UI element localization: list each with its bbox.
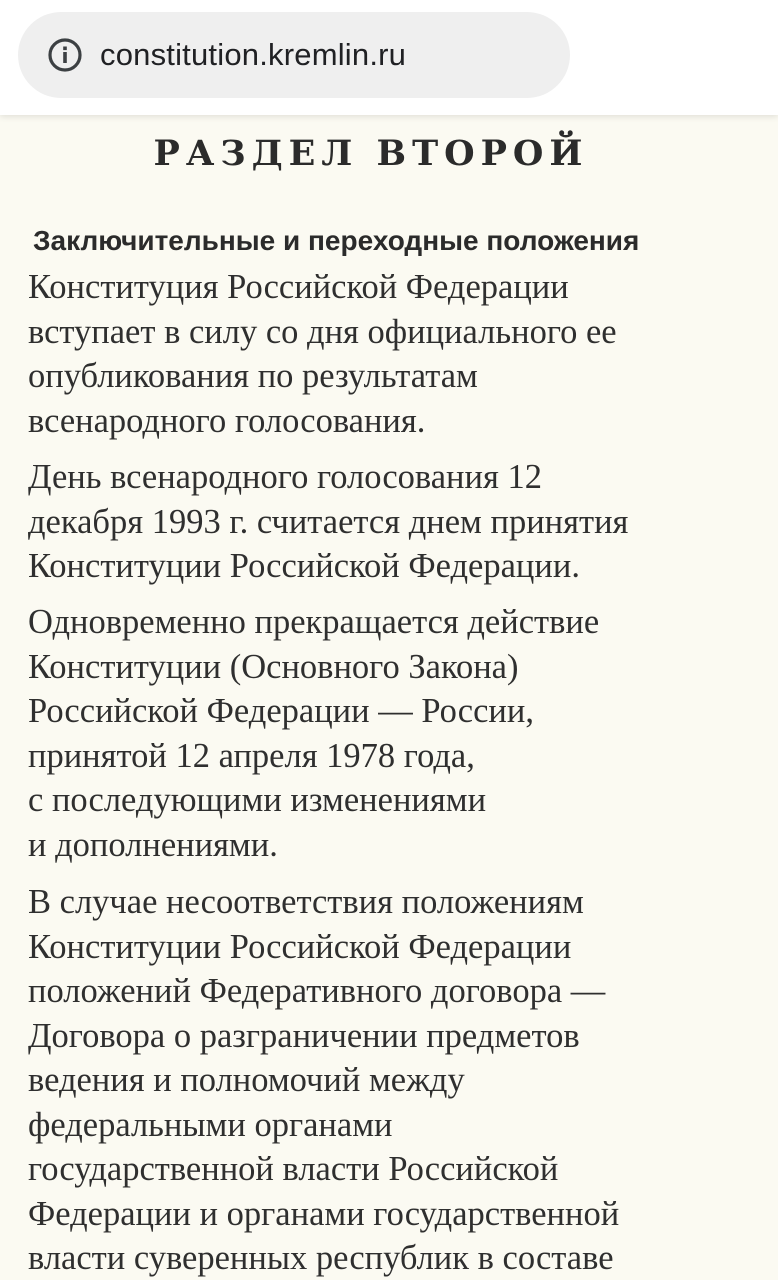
paragraph-2: [28, 455, 748, 589]
text-line: Российской Федерации — России,: [28, 692, 534, 730]
text-line: Договора о разграничении предметов: [28, 1016, 580, 1055]
text-line: Конституции (Основного Закона): [28, 647, 519, 686]
text-line: всенародного голосования.: [28, 401, 426, 440]
text-line: Конституция Российской Федерации: [28, 268, 569, 306]
text-line: и дополнениями.: [28, 825, 278, 864]
text-line: В случае несоответствия положениям: [28, 883, 584, 921]
text-line: государственной власти Российской: [28, 1150, 559, 1188]
page-content: [0, 115, 778, 1280]
url-text[interactable]: constitution.kremlin.ru: [100, 37, 407, 72]
text-line: ведения и полномочий между: [28, 1061, 465, 1099]
text-line: принятой 12 апреля 1978 года,: [28, 736, 475, 775]
text-line: вступает в силу со дня официального ее: [28, 312, 617, 351]
chapter-subheading: Заключительные и переходные положения: [33, 225, 640, 256]
text-line: Конституции Российской Федерации: [28, 927, 572, 966]
text-line: Одновременно прекращается действие: [28, 603, 600, 641]
text-line: День всенародного голосования 12: [28, 458, 542, 496]
text-line: декабря 1993 г. считается днем принятия: [28, 502, 629, 541]
paragraph-1: [28, 265, 748, 443]
address-bar[interactable]: [18, 12, 570, 98]
text-line: с последующими изменениями: [28, 781, 487, 819]
info-icon[interactable]: [46, 36, 84, 74]
browser-toolbar: [0, 0, 778, 115]
text-line: положений Федеративного договора —: [28, 972, 606, 1010]
text-line: Федерации и органами государственной: [28, 1194, 620, 1233]
text-line: Конституции Российской Федерации.: [28, 547, 580, 585]
text-line: опубликования по результатам: [28, 357, 478, 395]
text-line: федеральными органами: [28, 1105, 393, 1144]
text-line: власти суверенных республик в составе: [28, 1239, 614, 1277]
paragraph-3: [28, 600, 748, 867]
section-title: РАЗДЕЛ ВТОРОЙ: [153, 133, 589, 174]
paragraph-4: [28, 880, 748, 1280]
